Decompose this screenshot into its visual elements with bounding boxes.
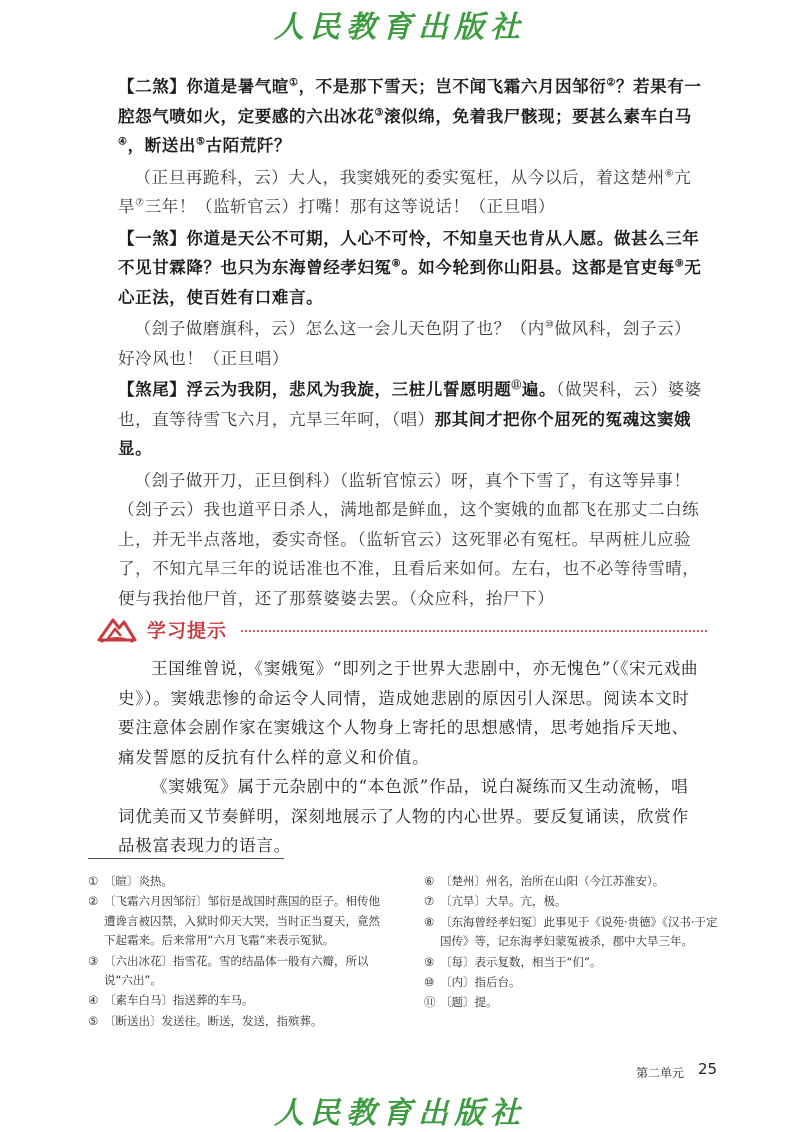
footnote-text: 〔题〕提。 (440, 995, 498, 1010)
text-run: 【煞尾】浮云为我阴，悲风为我旋，三桩儿誓愿明题 (118, 380, 512, 399)
footnote-ref: ⑥ (664, 168, 675, 179)
footnote-number: ⑧ (424, 914, 435, 929)
text-run: 古陌荒阡？ (205, 136, 292, 155)
dotted-divider (241, 630, 707, 632)
footnote-number: ⑥ (424, 874, 435, 888)
tips-paragraph: 《窦娥冤》属于元杂剧中的“本色派”作品，说白凝练而又生动流畅，唱词优美而又节奏鲜明，深刻地展示了人物的内心世界。要反复诵读，欣赏作品极富表现力的语言。 (118, 777, 689, 855)
dialog-block: （刽子做开刀，正旦倒科）（监斩官惊云）呀，真个下雪了，有这等异事！（刽子云）我也道平日杀人，满地都是鲜血，这个窦娥的血都飞在那丈二白练上，并无半点落地，委实奇怪。（监斩官云）这死罪必有冤枉。早两桩儿应验了，不知亢旱三年的说话准也不准，且看后来如何。左右，也不必等待雪晴，便与我抬他尸首，还了那蔡婆婆去罢。（众应科，抬尸下） (118, 470, 700, 608)
footnote-ref: ③ (374, 107, 385, 118)
text-run: 遍。 (521, 380, 557, 399)
footnote-text: 〔暄〕炎热。 (104, 874, 173, 888)
footnote-item (424, 993, 724, 1012)
footnote-rule (88, 858, 284, 859)
text-run: ，不是那下雪天；岂不闻飞霜六月因邹衍 (298, 77, 607, 96)
footnote-text: 〔内〕指后台。 (440, 975, 521, 990)
footnote-ref: ⑩ (544, 319, 555, 331)
footnote-item (88, 1012, 384, 1031)
footnote-ref: ④ (118, 136, 128, 148)
footnote-ref: ⑧ (391, 258, 402, 270)
footnote-number: ⑩ (424, 975, 435, 990)
footnote-item (88, 892, 384, 950)
text-run: 【二煞】你道是暑气暄 (118, 77, 289, 96)
text-run: 做风科，刽子云）好冷风也！（正旦唱） (118, 319, 692, 368)
footnote-ref: ① (289, 77, 299, 89)
footnotes-right (424, 872, 724, 1014)
publisher-header: 人民教育出版社 (274, 10, 526, 45)
footnote-number: ⑨ (424, 954, 435, 969)
unit-label: 第二单元 (636, 1066, 685, 1080)
footnote-number: ② (88, 894, 99, 909)
footnote-item (88, 991, 384, 1010)
footnote-number: ④ (88, 993, 99, 1008)
verse-er-sha (118, 72, 703, 161)
verse-sha-wei (118, 375, 703, 464)
page-number: 25 (698, 1060, 718, 1078)
text-run: （正旦再跪科，云）大人，我窦娥死的委实冤枉，从今以后，着这楚州 (134, 167, 665, 187)
footnote-item (424, 973, 724, 992)
footnote-item (88, 952, 384, 991)
text-run: 三年！（监斩官云）打嘴！那有这等说话！（正旦唱） (144, 197, 556, 216)
dialog-block (118, 163, 703, 222)
footnote-number: ③ (88, 953, 99, 968)
study-tips-header (97, 611, 707, 647)
footnote-text: 〔每〕表示复数，相当于“们”。 (440, 954, 602, 969)
footnote-text: 〔素车白马〕指送葬的车马。 (104, 993, 254, 1008)
footnote-ref: ⑦ (135, 197, 145, 209)
footnote-ref: ⑨ (674, 258, 685, 270)
text-run: 亢旱 (118, 167, 692, 216)
footnote-item (424, 872, 724, 891)
study-tips-body (118, 654, 703, 861)
footnote-number: ⑪ (424, 995, 436, 1010)
text-run: ，断送出 (127, 136, 196, 155)
publisher-footer: 人民教育出版社 (274, 1096, 526, 1131)
footnote-text: 〔断送出〕发送往。断送，发送，指殡葬。 (104, 1013, 323, 1028)
footnote-number: ⑦ (424, 894, 435, 909)
mountain-logo-icon (97, 614, 137, 644)
dialog-block (118, 314, 703, 373)
footnote-text: 〔六出冰花〕指雪花。雪的结晶体一般有六瓣，所以说“六出”。 (104, 953, 369, 988)
tips-paragraph: 王国维曾说，《窦娥冤》“即列之于世界大悲剧中，亦无愧色”（《宋元戏曲史》）。窦娥悲惨的命运令人同情，造成她悲剧的原因引人深思。阅读本文时要注意体会剧作家在窦娥这个人物身上寄托的思想感情，思考她指斥天地、痛发誓愿的反抗有什么样的意义和价值。 (118, 659, 699, 767)
text-run: 。如今轮到你山阳县。这都是官吏每 (401, 258, 675, 277)
footnote-item (424, 892, 724, 911)
footnote-text: 〔飞霜六月因邹衍〕邹衍是战国时燕国的臣子。相传他遭谗言被囚禁，入狱时仰天大哭，当时正当夏天，竟然下起霜来。后来常用“六月飞霜”来表示冤狱。 (104, 894, 380, 948)
footnote-ref: ② (606, 77, 616, 89)
footnotes-left (88, 872, 384, 1032)
play-text (118, 72, 703, 613)
footnote-item (424, 913, 724, 952)
text-run: 无心正法，使百姓有口难言。 (118, 258, 702, 307)
text-run: （刽子做磨旗科，云）怎么这一会儿天色阴了也？（内 (134, 319, 545, 338)
text-run: ？若果有一腔怨气喷如火，定要感的六出冰花 (118, 77, 702, 126)
footnote-number: ① (88, 874, 99, 888)
footnote-ref: ⑪ (511, 380, 522, 392)
text-run: （做哭科，云）婆婆也，直等待雪飞六月，亢旱三年呵，（唱） (118, 380, 702, 429)
text-run: 【一煞】你道是天公不可期，人心不可怜，不知皇天也肯从人愿。做甚么三年不见甘霖降？也只为东海曾经孝妇冤 (118, 228, 700, 277)
footnote-item (88, 872, 384, 891)
footnote-text: 〔楚州〕州名，治所在山阳（今江苏淮安）。 (440, 874, 665, 888)
footnote-ref: ⑤ (195, 136, 206, 148)
text-run: 那其间才把你个屈死的冤魂这窦娥显。 (118, 409, 692, 458)
footnote-number: ⑤ (88, 1013, 99, 1028)
study-tips-title: 学习提示 (147, 619, 228, 642)
text-run: 滚似绵，免着我尸骸现；要甚么素车白马 (384, 106, 692, 126)
footnote-text: 〔东海曾经孝妇冤〕此事见于《说苑·贵德》《汉书·于定国传》等，记东海孝妇蒙冤被杀，郡中大旱三年。 (440, 914, 718, 949)
footnote-item (424, 953, 724, 972)
verse-yi-sha (118, 224, 703, 313)
footnote-text: 〔亢旱〕大旱。亢，极。 (440, 894, 567, 909)
